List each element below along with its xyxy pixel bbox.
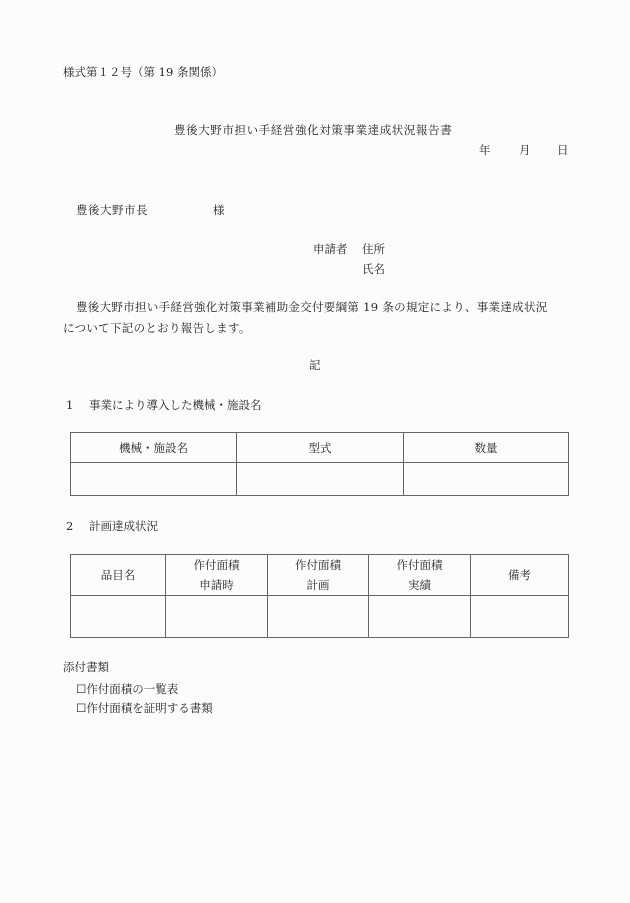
section-2-title: 計画達成状況 [89,519,158,533]
section-1-title: 事業により導入した機械・施設名 [89,398,262,412]
addressee-honorific: 様 [213,203,225,217]
form-number: 様式第１２号（第 19 条関係） [63,65,223,79]
attachments-title: 添付書類 [63,660,109,674]
header-quantity: 数量 [404,433,569,463]
cell-quantity[interactable] [404,463,569,496]
checkbox-icon[interactable]: ☐ [76,701,87,715]
table-row [71,463,569,496]
cell-area-application[interactable] [166,596,268,638]
header-line-2: 申請時 [199,578,234,592]
header-area-actual [369,555,471,596]
attachment-item [76,700,213,716]
cell-equipment-name[interactable] [71,463,237,496]
date-month-label: 月 [519,143,531,157]
section-1-heading [66,397,262,413]
attachment-item [76,681,178,697]
cell-area-plan[interactable] [268,596,369,638]
table-header-row [71,555,569,596]
header-line-1: 作付面積 [295,558,341,572]
applicant-label: 申請者 [313,242,348,256]
table-header-row [71,433,569,463]
header-model: 型式 [237,433,404,463]
header-area-application [166,555,268,596]
header-remarks [471,555,569,596]
section-1-number: 1 [66,398,74,412]
checkbox-icon[interactable]: ☐ [76,682,87,696]
body-line-1: 豊後大野市担い手経営強化対策事業補助金交付要綱第 19 条の規定により、事業達成状況 [76,300,548,314]
section-2-number: 2 [66,519,74,533]
header-area-plan [268,555,369,596]
cell-item-name[interactable] [71,596,166,638]
header-line-2: 実績 [408,578,431,592]
cell-remarks[interactable] [471,596,569,638]
body-line-2: について下記のとおり報告します。 [63,321,251,335]
name-label: 氏名 [362,262,385,276]
ki-heading: 記 [309,358,321,372]
header-line-1: 作付面積 [193,558,240,572]
header-remarks-label: 備考 [508,568,531,582]
attachment-label: 作付面積を証明する書類 [86,701,213,715]
table-row [71,596,569,638]
date-day-label: 日 [557,143,569,157]
cell-model[interactable] [237,463,404,496]
achievement-table [70,554,569,638]
attachment-label: 作付面積の一覧表 [86,682,179,696]
address-label: 住所 [362,242,385,256]
equipment-table [70,432,569,496]
date-year-label: 年 [479,143,491,157]
header-line-1: 作付面積 [396,558,443,572]
header-equipment-name: 機械・施設名 [71,433,237,463]
addressee-name: 豊後大野市長 [76,203,148,217]
section-2-heading [66,518,158,534]
document-title: 豊後大野市担い手経営強化対策事業達成状況報告書 [174,123,453,137]
cell-area-actual[interactable] [369,596,471,638]
header-line-2: 計画 [306,578,330,592]
header-item-name-label: 品目名 [100,568,136,582]
body-paragraph [63,297,548,339]
header-item-name [71,555,166,596]
